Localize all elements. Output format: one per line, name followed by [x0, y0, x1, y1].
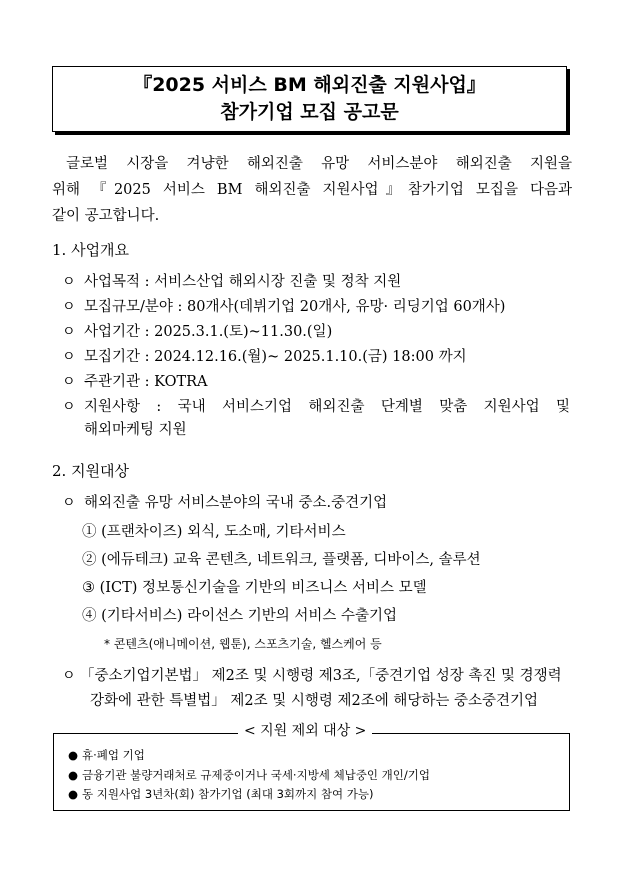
overview-support: 지원사항 : 국내 서비스기업 해외진출 단계별 맞춤 지원사업 및 — [84, 399, 570, 415]
target-note: * 콘텐츠(애니메이션, 웹툰), 스포츠기술, 헬스케어 등 — [104, 637, 382, 651]
intro-line-2: 위해 『2025 서비스 BM 해외진출 지원사업』참가기업 모집을 다음과 — [52, 182, 572, 198]
target-edutech: ② (에듀테크) 교육 콘텐츠, 네트워크, 플랫폼, 디바이스, 솔루션 — [82, 552, 481, 568]
bullet-dot-icon: ● — [68, 768, 79, 782]
overview-recruit-period: 모집기간 : 2024.12.16.(월)~ 2025.1.10.(금) 18:00 까지 — [84, 349, 467, 365]
overview-support-cont: 해외마케팅 지원 — [84, 422, 187, 438]
circle-bullet-icon: ㅇ — [62, 374, 76, 390]
bullet-dot-icon: ● — [68, 787, 79, 801]
circle-bullet-icon: ㅇ — [62, 349, 76, 365]
overview-organizer: 주관기관 : KOTRA — [84, 374, 208, 390]
exclusion-item — [68, 785, 373, 803]
exclusion-item — [68, 766, 430, 784]
target-franchise: ① (프랜차이즈) 외식, 도소매, 기타서비스 — [82, 524, 346, 540]
target-lead: 해외진출 유망 서비스분야의 국내 중소.중견기업 — [84, 495, 388, 511]
title-line-2: 참가기업 모집 공고문 — [220, 101, 399, 123]
circle-bullet-icon: ㅇ — [62, 399, 76, 415]
exclusion-item-text: 금융기관 불량거래처로 규제중이거나 국세·지방세 체납중인 개인/기업 — [82, 768, 430, 782]
bullet-dot-icon: ● — [68, 748, 79, 762]
circle-bullet-icon: ㅇ — [62, 274, 76, 290]
overview-purpose: 사업목적 : 서비스산업 해외시장 진출 및 정착 지원 — [84, 274, 402, 290]
intro-line-1: 글로벌 시장을 겨냥한 해외진출 유망 서비스분야 해외진출 지원을 — [66, 156, 572, 172]
exclusion-item-text: 휴·폐업 기업 — [82, 748, 145, 762]
section-2-title: 2. 지원대상 — [52, 462, 130, 480]
overview-period: 사업기간 : 2025.3.1.(토)~11.30.(일) — [84, 324, 333, 340]
circle-bullet-icon: ㅇ — [62, 495, 76, 511]
intro-paragraph — [52, 151, 572, 229]
title-line-1: 『2025 서비스 BM 해외진출 지원사업』 — [133, 74, 486, 96]
section-1-title: 1. 사업개요 — [52, 241, 130, 259]
target-ict: ③ (ICT) 정보통신기술을 기반의 비즈니스 서비스 모델 — [82, 580, 427, 596]
circle-bullet-icon: ㅇ — [62, 668, 76, 684]
law-line-2: 강화에 관한 특별법」 제2조 및 시행령 제2조에 해당하는 중소중견기업 — [90, 693, 539, 709]
circle-bullet-icon: ㅇ — [62, 324, 76, 340]
title-box — [52, 66, 567, 132]
exclusion-title: < 지원 제외 대상 > — [238, 719, 372, 743]
exclusion-item — [68, 746, 145, 764]
exclusion-item-text: 동 지원사업 3년차(회) 참가기업 (최대 3회까지 참여 가능) — [82, 787, 374, 801]
law-line-1: 「중소기업기본법」 제2조 및 시행령 제3조,「중견기업 성장 촉진 및 경쟁력 — [80, 668, 562, 684]
target-other: ④ (기타서비스) 라이선스 기반의 서비스 수출기업 — [82, 608, 397, 624]
intro-line-3: 같이 공고합니다. — [52, 208, 160, 224]
circle-bullet-icon: ㅇ — [62, 299, 76, 315]
overview-scale: 모집규모/분야 : 80개사(데뷔기업 20개사, 유망· 리딩기업 60개사) — [84, 299, 506, 315]
